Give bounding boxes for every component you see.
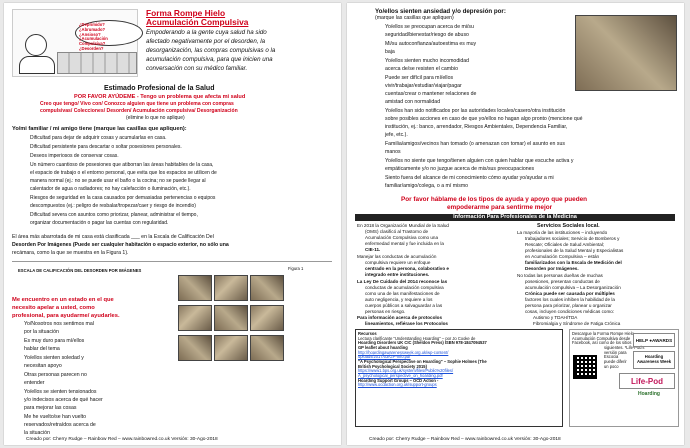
gp-leaflet-link-cont[interactable]: uploads/2017/03/GP-Info.pdf	[358, 354, 411, 360]
check-item[interactable]: Yo/Nosotros nos sentimos mal	[24, 321, 94, 327]
clutter-photo-8	[214, 335, 248, 361]
form-subtitle: Acumulación Compulsiva	[146, 17, 249, 27]
check-item[interactable]: Es muy duro para mí/ellos	[24, 338, 85, 344]
gp-leaflet-link[interactable]: http://hoardingawarenessweek.org.uk/wp-content/	[358, 349, 449, 355]
please-tell-line-1: Por favor háblame de los tipos de ayuda y apoyo que pueden	[401, 196, 588, 203]
bubble-text: ¿Deprimido? ¿Abrumado? ¿Ansioso? ¿Acumulación Compulsiva? ¿Desorden?	[79, 22, 108, 52]
anxiety-subtitle: (marque las casillas que apliquen)	[375, 15, 454, 21]
clutter-photo-4	[178, 305, 212, 331]
cartoon-person-head	[25, 34, 47, 56]
clutter-photo-6	[250, 305, 284, 331]
check-item[interactable]: Otras personas parecen no	[24, 372, 87, 378]
check-item[interactable]: Mi/su autoconfianza/autoestima es muy	[385, 41, 477, 47]
check-item[interactable]: Yo/ellos no siente que tengo/tienen alguien con quien hablar que escuche activa y	[385, 158, 574, 164]
check-item[interactable]: Deseos imperiosos de conservar cosas.	[30, 153, 119, 159]
footer: Creado por: Cherry Rudge – Rainbow Red – www.rainbowred.co.uk Versión: 30-Ago-2018	[26, 437, 218, 442]
clutter-photo-3	[250, 275, 284, 301]
check-item-cont: manera normal (ej.: no se puede usar el baño o la cocina; no se puede llegar al	[30, 178, 206, 184]
clutter-photo-5	[214, 305, 248, 331]
bps-link-cont[interactable]: A_psychological_perspective_on_hoarding.pdf	[358, 372, 443, 378]
check-item[interactable]: Un número cuantioso de posesiones que atiborran las áreas habitables de la casa,	[30, 162, 214, 168]
check-item[interactable]: Yo/ellos sienten mucho incomodidad	[385, 58, 470, 64]
check-item[interactable]: Siento fuera del alcance de mi conocimiento cómo ayudar yo/ayudar a mi	[385, 175, 554, 181]
check-item[interactable]: Puede ser difícil para mí/ellos	[385, 75, 454, 81]
ocd-action-link[interactable]: http://www.ocdaction.org.uk/support-groups	[358, 382, 437, 388]
check-item[interactable]: Dificultad persistente para descartar o soltar posesiones personales.	[30, 144, 182, 150]
checklist-line-1[interactable]: Creo que tengo/ Vivo con/ Conozco alguien que tiene un problema con compras	[40, 101, 234, 107]
clutter-photo-2	[214, 275, 248, 301]
life-pod-logo[interactable]: Life-Pod	[619, 373, 675, 389]
form-title: Forma Rompe Hielo	[146, 8, 226, 18]
check-item[interactable]: Yo/ellos se preocupan acerca de mi/su	[385, 24, 474, 30]
check-item-cont: organizar documentación o pagar las cuentas con regularidad.	[30, 220, 169, 226]
check-item[interactable]: Yo/ellos sienten soledad y	[24, 355, 84, 361]
check-item[interactable]: Riesgos de seguridad en la casa causados por demasiadas pertenencias o equipos	[30, 195, 216, 201]
clutter-room-photo	[575, 15, 677, 91]
scale-label: ESCALA DE CALIFICACIÓN DEL DESORDEN POR IMÁGENES	[18, 268, 142, 273]
info-banner: Información Para Profesionales de la Medicina	[355, 214, 675, 221]
check-item[interactable]: Dificultad para dejar de adquirir cosas y acumularlas en casa.	[30, 135, 167, 141]
cartoon-clutter-boxes	[57, 52, 137, 74]
clutter-photo-9	[250, 335, 284, 361]
check-item[interactable]: Dificultad severa con asuntos como priorizar, planear, administrar el tiempo,	[30, 212, 198, 218]
cartoon-illustration	[12, 9, 138, 77]
resources-box: Recursos Lectura clarificante "Understanding Hoarding" – por Jo Cooke de Hoarding Disorders UK CIC (Sheldon Press) ISBN 978-1847094537 GP leaflet about hoarding http://hoardingawarenessweek.org.uk/wp-content/ uploads/2017/03/GP-Info.pdf "A Psychological Perspective on Hoarding" – Sophie Holmes (The British Psychological Society 2015) https://www1.bps.org.uk/system/files/Public%20files/ A_psychological_perspective_on_hoarding.pdf Hoarding Support Groups – OCD Action - http://www.ocdaction.org.uk/support-groups	[355, 329, 563, 427]
hoarding-awareness-logo[interactable]: Hoarding Awareness Week	[633, 351, 675, 369]
hoarding-logo-text: Hoarding	[638, 391, 660, 397]
download-box: Descargue la Forma Rompe Hielo Acumulación Compulsiva desde Facebook, así como de los sitios siguientes. *Life-Pod's versión para Escocia puede diferir un poco	[569, 329, 679, 427]
check-item-cont: el espacio de trabajo o el entorno personal, que evita que los espacios se utilicen de	[30, 170, 217, 176]
footer: Creado por: Cherry Rudge – Rainbow Red – www.rainbowred.co.uk Versión: 30-Ago-2018	[369, 437, 561, 442]
section-title: Estimado Profesional de la Salud	[104, 85, 215, 92]
please-tell-line-2: empoderarme para sentirme mejor	[447, 204, 553, 211]
clutter-photo-7	[178, 335, 212, 361]
col2-head: Servicios Sociales local.	[537, 223, 600, 229]
family-line: Yo/mi familiar / mi amigo tiene (marque las casillas que apliquen):	[12, 126, 187, 132]
right-page: Yo/ellos sienten ansiedad y/o depresión por: (marque las casillas que apliquen) Yo/ellos se preocupan acerca de mi/su seguridad/bienestar/riesgo de abuso Mi/su autoconfianza/autoestima es muy baja Yo/ellos sienten mucho incomodidad acerca de/se resisten el cambio Puede ser difícil para mí/ellos vivir/trabajar/estudiar/viajar/pagar cuentas/crear o mantener relaciones de amistad con normalidad Yo/ellos han sido notificados por las autoridades locales/casero/otra institución sobre posibles acciones en caso de que yo/ellos no hagan algo pronto (mencione qué institución, ej.: banco, arrendador, Riesgos Ambientales, Dependencia Familiar, jefe, etc.). Familia/amigos/vecinos han tomado (o amenazan con tomar) el asunto en sus manos Yo/ellos no siente que tengo/tienen alguien con quien hablar que escuche activa y empáticamente y/o no juzgue acerca de mis/sus preocupaciones Siento fuera del alcance de mi conocimiento cómo ayudar yo/ayudar a mi familiar/amigo/colega, o a mí mismo Por favor háblame de los tipos de ayuda y apoyo que pueden empoderarme para sentirme mejor Información Para Profesionales de la Medicina En 2018 la Organización Mundial de la Salud (OMS) clasificó al Trastorno de Acumulación Compulsiva como una enfermedad mental y fue incluida en la CIE-11. Manejar las conductas de acumulación compulsiva requiere un enfoque centrado en la persona, colaborativo e integrado entre instituciones. La Ley De Cuidado del 2014 reconoce las conductas de acumulación compulsiva como una de las manifestaciones de auto negligencia, y requiere a los cuerpos públicos a salvaguardar a las personas en riesgo. Para información acerca de protocolos lineamientos, refiérase los Protocolos Servicios Sociales local. La mayoría de las instituciones – incluyendo trabajadores sociales; Servicio de Bomberos y Rescate; Oficiales de Salud Ambiental; profesionales de la Salud Mental y Especialistas en Acumulación Compulsiva – están familiarizados con la Escala de Medición del Desorden por Imágenes. No todas las personas dueñas de muchas posesiones, presentan conductas de acumulación compulsiva – La Desorganización Crónica puede ser causada por múltiples factores los cuales inhiben la habilidad de la persona para priorizar, planear u organizar cosas, incluyen condiciones médicas como: Autismo y TDAH/TDA Fibromialgia y Síndrome de Fatiga Crónica Recursos Lectura clarificante "Understanding Hoarding" – por Jo Cooke de Hoarding Disorders UK CIC (Sheldon Press) ISBN 978-1847094537 GP leaflet about hoarding http://hoardingawarenessweek.org.uk/wp-content/ uploads/2017/03/GP-Info.pdf "A Psychological Perspective on Hoarding" – Sophie Holmes (The British Psychological Society 2015) https://www1.bps.org.uk/system/files/Public%20files/ A_psychological_perspective_on_hoarding.pdf Hoarding Support Groups – OCD Action - http://www.ocdaction.org.uk/support-groups Descargue la Forma Rompe Hielo Acumulación Compulsiva desde Facebook, así como de los sitios siguientes. *Life-Pod's versión para Escocia puede diferir un poco HELP ●AWARDS Hoarding Awareness Week Life-Pod Hoarding Creado por: Cherry Rudge – Rainbow Red – www.rainbowred.co.uk Versión: 30-Ago-2018	[347, 3, 684, 445]
divider	[12, 261, 332, 262]
left-page: ¿Deprimido? ¿Abrumado? ¿Ansioso? ¿Acumulación Compulsiva? ¿Desorden? Forma Rompe Hielo Acumulación Compulsiva Empoderando a la gente cuya salud ha sido afectado negativamente por el desorden, la desorganización, las compras compulsivas o la acumulación compulsiva, para que inicien una conversación con su médico familiar. Estimado Profesional de la Salud POR FAVOR AYÚDEME - Tengo un problema que afecta mi salud Creo que tengo/ Vivo con/ Conozco alguien que tiene un problema con compras compulsivas/ Colecciones/ Desorden/ Acumulación compulsiva/ Desorganización (elimine lo que no aplique) Yo/mi familiar / mi amigo tiene (marque las casillas que apliquen): Dificultad para dejar de adquirir cosas y acumularlas en casa. Dificultad persistente para descartar o soltar posesiones personales. Deseos imperiosos de conservar cosas. Un número cuantioso de posesiones que atiborran las áreas habitables de la casa, el espacio de trabajo o el entorno personal, que evita que los espacios se utilicen de manera normal (ej.: no se puede usar el baño o la cocina; no se puede llegar al calentador de agua o radiadores; no hay calefacción o iluminación, etc.). Riesgos de seguridad en la casa causados por demasiadas pertenencias o equipos descompuestos (ej.: peligro de resbalar/tropezar/caer y riesgo de incendio) Dificultad severa con asuntos como priorizar, planear, administrar el tiempo, organizar documentación o pagar las cuentas con regularidad. El área más abarrotada de mi casa está clasificada ___ en la Escala de Calificación Del Desorden Por Imágenes (Puede ser cualquier habitación o espacio exterior, no sólo una recámara, como la que se muestra en la Figura 1). ESCALA DE CALIFICACIÓN DEL DESORDEN POR IMÁGENES Figura 1 Me encuentro en un estado en el que necesito apelar a usted, como profesional, para ayudarme/ ayudarles. Yo/Nosotros nos sentimos mal por la situación Es muy duro para mí/ellos hablar del tema Yo/ellos sienten soledad y necesitan apoyo Otras personas parecen no entender Yo/ellos se sienten tensionados y/o indecisos acerca de qué hacer para mejorar las cosas Me he vuelto/se han vuelto reservados/retraídos acerca de la situación Creado por: Cherry Rudge – Rainbow Red – www.rainbowred.co.uk Versión: 30-Ago-2018	[4, 3, 341, 445]
cartoon-person-body	[19, 56, 55, 74]
anxiety-title: Yo/ellos sienten ansiedad y/o depresión por:	[375, 8, 506, 15]
elimine-note: (elimine lo que no aplique)	[126, 115, 185, 121]
check-item[interactable]: Familia/amigos/vecinos han tomado (o amenazan con tomar) el asunto en sus	[385, 141, 565, 147]
check-item-cont: descompuestos (ej.: peligro de resbalar/tropezar/caer y riesgo de incendio)	[30, 203, 196, 209]
help-line: POR FAVOR AYÚDEME - Tengo un problema que afecta mi salud	[74, 94, 246, 100]
qr-code-icon[interactable]	[573, 355, 597, 379]
check-item[interactable]: Yo/ellos se sienten tensionados	[24, 389, 97, 395]
help-awards-logo[interactable]: HELP ●AWARDS	[633, 333, 675, 347]
check-item[interactable]: Me he vuelto/se han vuelto	[24, 414, 87, 420]
clutter-photo-1	[178, 275, 212, 301]
bps-link[interactable]: https://www1.bps.org.uk/system/files/Public%20files/	[358, 368, 454, 374]
check-item[interactable]: Yo/ellos han sido notificados por las autoridades locales/casero/otra institución	[385, 108, 566, 114]
check-item-cont: calentador de agua o radiadores; no hay calefacción o iluminación, etc.).	[30, 186, 191, 192]
checklist-line-2[interactable]: compulsivas/ Colecciones/ Desorden/ Acumulación compulsiva/ Desorganización	[40, 108, 238, 114]
figure-label: Figura 1	[288, 266, 304, 271]
